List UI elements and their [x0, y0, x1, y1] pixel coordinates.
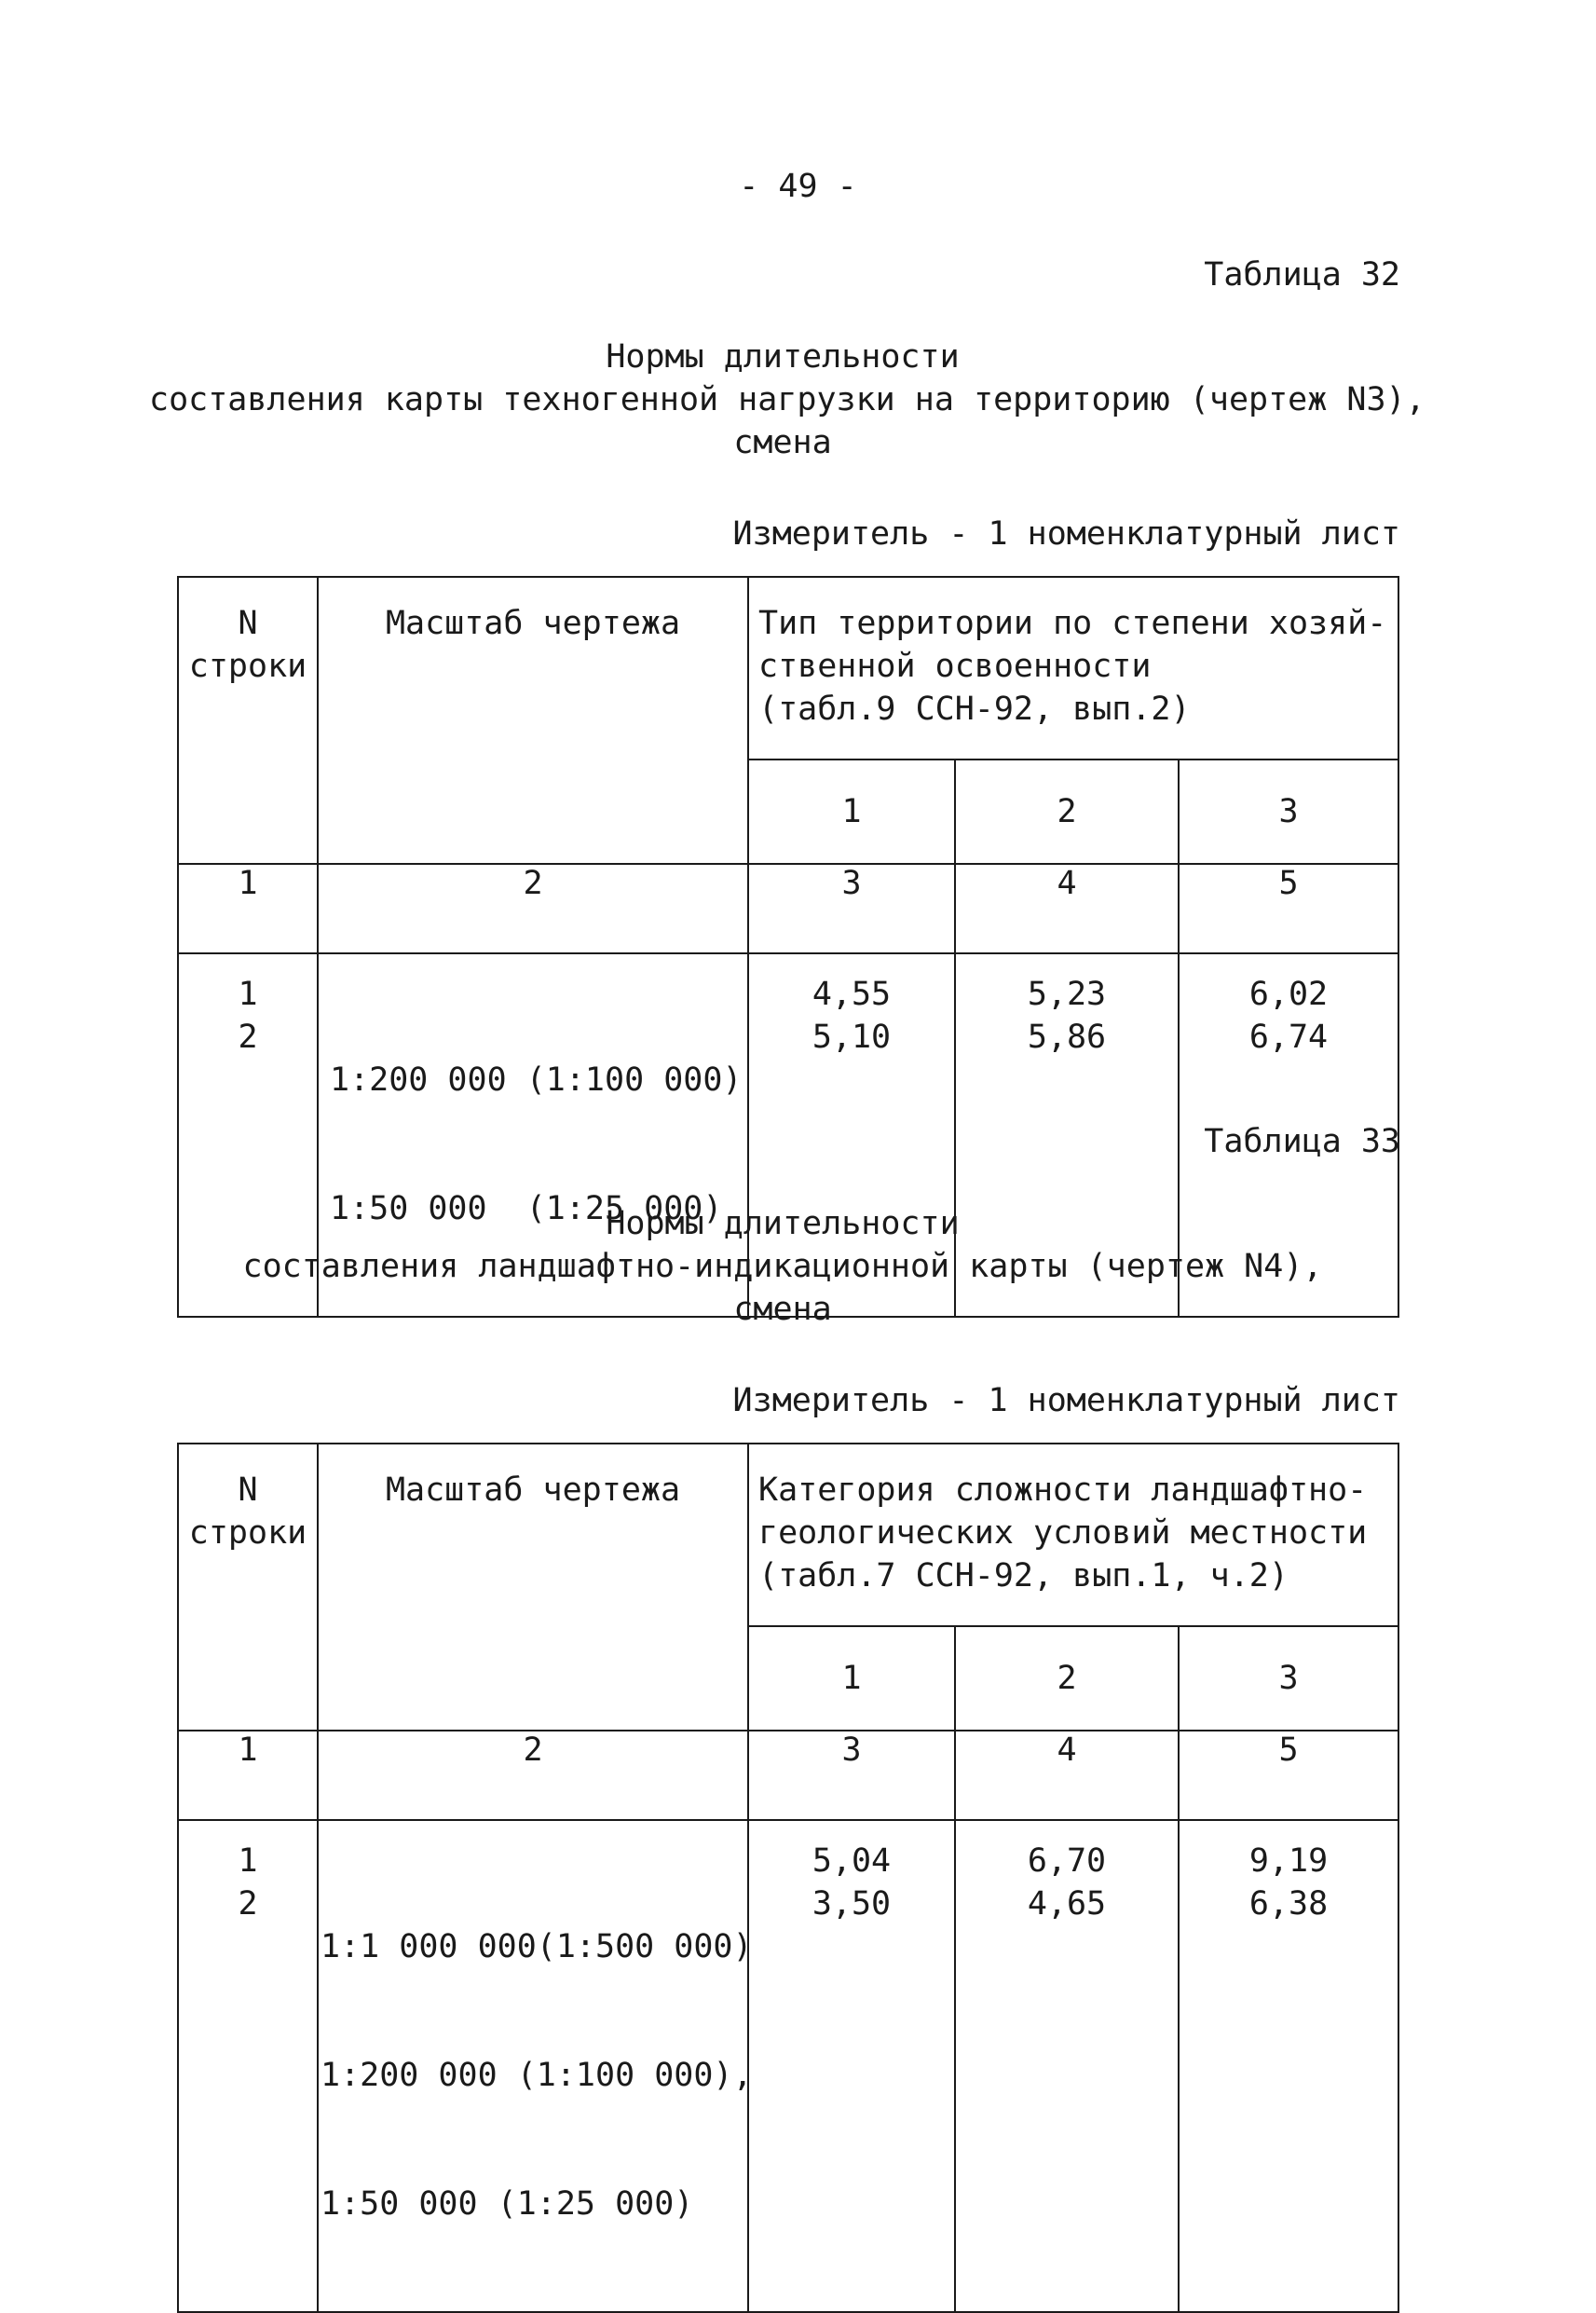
subheader-cell: 2 — [955, 1626, 1179, 1731]
column-number: 5 — [1179, 1731, 1398, 1820]
column-number: 1 — [178, 1731, 318, 1820]
header-row-number — [178, 577, 318, 864]
column-number: 1 — [178, 864, 318, 953]
scale-value: 1:200 000 (1:100 000), — [321, 2057, 753, 2094]
heading-line: составления карты техногенной нагрузки на территорию (чертеж N3), — [149, 381, 1425, 418]
row-number-cell — [178, 1820, 318, 2312]
header-text: Масштаб чертежа — [385, 1471, 681, 1509]
subheader-cell: 1 — [748, 1626, 955, 1731]
header-scale — [318, 577, 748, 864]
row-number: 1 — [238, 976, 258, 1013]
row-number: 2 — [238, 1885, 258, 1923]
heading-line: смена — [733, 424, 832, 461]
header-scale — [318, 1444, 748, 1731]
column-number: 2 — [318, 864, 748, 953]
header-text: N — [238, 605, 258, 642]
table-33-label: Таблица 33 — [1204, 1123, 1400, 1160]
header-text: геологических условий местности — [758, 1514, 1368, 1552]
header-text: строки — [188, 1514, 307, 1552]
column-number: 3 — [748, 1731, 955, 1820]
value: 6,74 — [1248, 1019, 1329, 1056]
scale-value: 1:50 000 (1:25 000) — [321, 2185, 694, 2223]
subheader-cell: 3 — [1179, 760, 1398, 864]
table-33-meter: Измеритель - 1 номенклатурный лист — [732, 1382, 1400, 1419]
header-text: строки — [188, 648, 307, 685]
header-text: Категория сложности ландшафтно- — [758, 1471, 1368, 1509]
heading-line: Нормы длительности — [606, 338, 960, 376]
column-number: 5 — [1179, 864, 1398, 953]
scale-cell — [318, 1820, 753, 2312]
value: 6,70 — [1027, 1842, 1107, 1880]
table-32-heading — [149, 335, 1425, 464]
header-territory-type — [748, 577, 1398, 760]
scale-value: 1:200 000 (1:100 000) — [330, 1061, 743, 1099]
value: 4,65 — [1027, 1885, 1107, 1923]
scale-value: 1:50 000 (1:25 000) — [330, 1190, 723, 1227]
subheader-cell: 3 — [1179, 1626, 1398, 1731]
row-number: 2 — [238, 1019, 258, 1056]
value-cell — [748, 1820, 955, 2312]
table-32-meter: Измеритель - 1 номенклатурный лист — [732, 515, 1400, 553]
value-cell — [955, 1820, 1179, 2312]
value: 6,02 — [1248, 976, 1329, 1013]
heading-line: Нормы длительности — [606, 1205, 960, 1242]
value: 5,23 — [1027, 976, 1107, 1013]
column-number: 2 — [318, 1731, 748, 1820]
value: 5,86 — [1027, 1019, 1107, 1056]
column-number: 4 — [955, 864, 1179, 953]
subheader-cell: 2 — [955, 760, 1179, 864]
header-complexity-category — [748, 1444, 1398, 1626]
row-number: 1 — [238, 1842, 258, 1880]
value: 6,38 — [1248, 1885, 1329, 1923]
value: 4,55 — [812, 976, 892, 1013]
value: 3,50 — [812, 1885, 892, 1923]
subheader-cell: 1 — [748, 760, 955, 864]
header-row-number — [178, 1444, 318, 1731]
value: 5,04 — [812, 1842, 892, 1880]
value: 9,19 — [1248, 1842, 1329, 1880]
column-number: 3 — [748, 864, 955, 953]
header-text: Масштаб чертежа — [385, 605, 681, 642]
header-text: (табл.7 ССН-92, вып.1, ч.2) — [758, 1557, 1289, 1594]
heading-line: смена — [733, 1291, 832, 1328]
table-row — [178, 1820, 1398, 2312]
table-33-heading — [149, 1202, 1416, 1331]
scale-value: 1:1 000 000(1:500 000) — [321, 1928, 753, 1965]
heading-line: составления ландшафтно-индикационной карты (чертеж N4), — [242, 1248, 1323, 1285]
value-cell — [1179, 1820, 1398, 2312]
table-33 — [177, 1443, 1399, 2313]
column-number-row — [178, 864, 1398, 953]
header-text: (табл.9 ССН-92, вып.2) — [758, 691, 1191, 728]
header-text: ственной освоенности — [758, 648, 1152, 685]
value: 5,10 — [812, 1019, 892, 1056]
header-text: Тип территории по степени хозяй- — [758, 605, 1387, 642]
table-32-label: Таблица 32 — [1204, 256, 1400, 294]
page-number: - 49 - — [739, 168, 857, 205]
column-number-row — [178, 1731, 1398, 1820]
column-number: 4 — [955, 1731, 1179, 1820]
header-text: N — [238, 1471, 258, 1509]
